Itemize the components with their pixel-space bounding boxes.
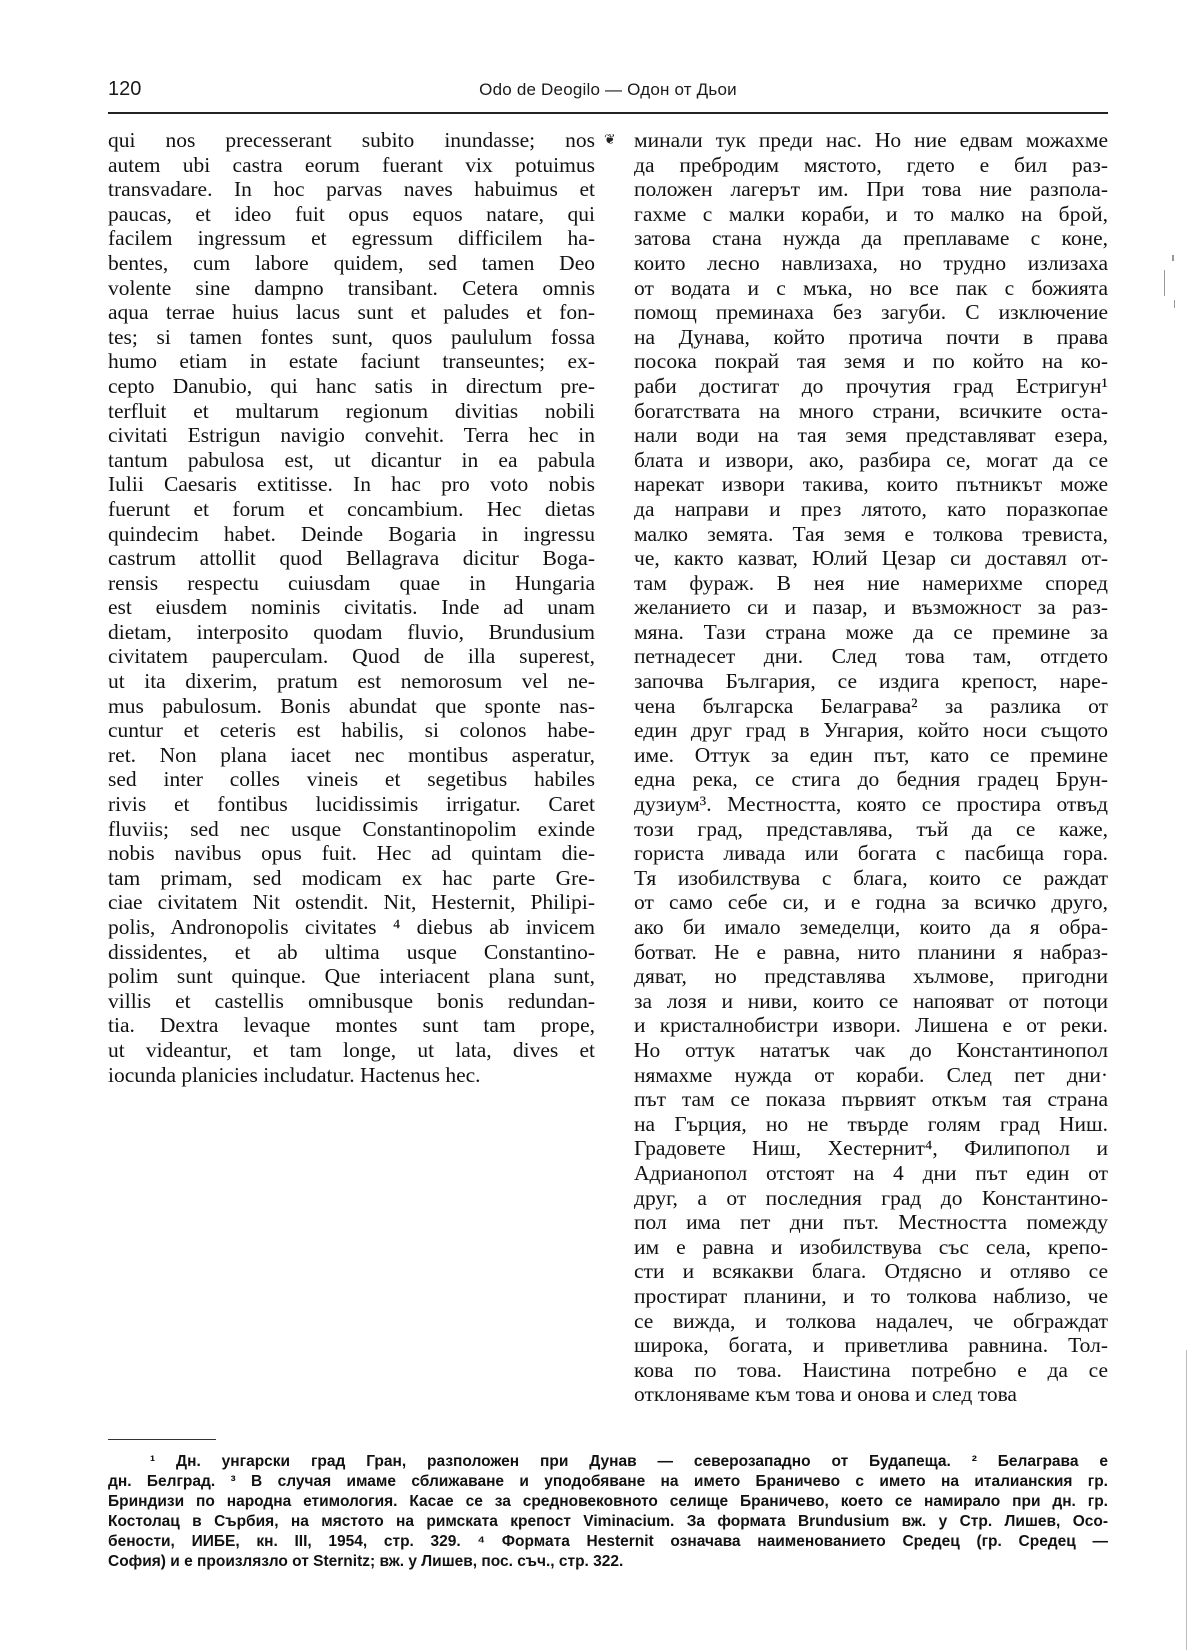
text-line: civitati Estrigun navigio convehit. Terra hec in bbox=[108, 423, 595, 448]
text-line: дяват, но представлява хълмове, пригодни bbox=[634, 964, 1108, 989]
text-line: tantum pabulosa est, ut dicantur in ea pabula bbox=[108, 447, 595, 472]
latin-text-column bbox=[108, 128, 595, 1087]
text-line: tes; si tamen fontes sunt, quos paululum fossa bbox=[108, 324, 595, 349]
text-line: est eiusdem nominis civitatis. Inde ad unam bbox=[108, 595, 595, 620]
text-line: една река, се стига до бедния градец Брун- bbox=[634, 767, 1108, 792]
text-line: humo etiam in estate faciunt transeuntes; ex- bbox=[108, 349, 595, 374]
text-line: простират планини, и то толкова наблизо, че bbox=[634, 1283, 1108, 1308]
text-line: широка, богата, и приветлива равнина. Тол- bbox=[634, 1333, 1108, 1358]
text-line: civitatem pauperculam. Quod de illa superest, bbox=[108, 644, 595, 669]
text-line: се вижда, и толкова надалеч, че обграждат bbox=[634, 1308, 1108, 1333]
text-line: tia. Dextra levaque montes sunt tam prope, bbox=[108, 1013, 595, 1038]
text-line: че, както казват, Юлий Цезар си доставял от- bbox=[634, 546, 1108, 571]
text-line: fuerunt et forum et concambium. Hec dietas bbox=[108, 496, 595, 521]
text-line: София) и е произлязло от Sternitz; вж. у Лишев, пос. съч., стр. 322. bbox=[108, 1553, 624, 1570]
text-line: на Гърция, но не твърде голям град Ниш. bbox=[634, 1111, 1108, 1136]
text-line: един друг град в Унгария, който носи същото bbox=[634, 718, 1108, 743]
text-line: малко земята. Тая земя е толкова тревиста, bbox=[634, 521, 1108, 546]
text-line: там фураж. В нея ние намерихме според bbox=[634, 570, 1108, 595]
text-line: които лесно навлизаха, но трудно излизаха bbox=[634, 250, 1108, 275]
text-line: сти и всякакви блага. Отдясно и отляво се bbox=[634, 1259, 1108, 1284]
text-line: път там се показа първият откъм тая страна bbox=[634, 1087, 1108, 1112]
text-line: qui nos precesserant subito inundasse; nos bbox=[108, 128, 595, 152]
text-line: отклоняваме към това и онова и след това bbox=[634, 1382, 1017, 1407]
bulgarian-translation-column bbox=[634, 128, 1108, 1407]
text-line: нали води на тая земя представляват езера, bbox=[634, 423, 1108, 448]
text-line: от само себе си, и е годна за всичко друго, bbox=[634, 890, 1108, 915]
text-line: петнадесет дни. След това там, отгдето bbox=[634, 644, 1108, 669]
text-line: дн. Белград. ³ В случая имаме сближаване и уподобяване на името Браничево с името на италианския гр. bbox=[108, 1473, 1108, 1490]
text-line: бености, ИИБЕ, кн. III, 1954, стр. 329. ⁴ Формата Hesternit означава наименованието Средец (гр. Средец — bbox=[108, 1533, 1108, 1550]
text-line: ciae civitatem Nit ostendit. Nit, Hesternit, Philipi- bbox=[108, 890, 595, 915]
text-line: и кристалнобистри извори. Лишена е от реки. bbox=[634, 1013, 1108, 1038]
footnote-rule bbox=[108, 1439, 216, 1440]
text-line: bentes, cum labore quidem, sed tamen Deo bbox=[108, 250, 595, 275]
text-line: quindecim habet. Deinde Bogaria in ingressu bbox=[108, 521, 595, 546]
text-line: гахме с малки кораби, и то малко на брой, bbox=[634, 201, 1108, 226]
text-line: ¹ Дн. унгарски град Гран, разположен при Дунав — северозападно от Будапеща. ² Белаграва е bbox=[150, 1453, 1108, 1470]
text-line: Градовете Ниш, Хестернит⁴, Филипопол и bbox=[634, 1136, 1108, 1161]
text-line: пол има пет дни път. Местността помежду bbox=[634, 1210, 1108, 1235]
text-line: polim sunt quinque. Que interiacent plana sunt, bbox=[108, 964, 595, 989]
text-line: нямахме нужда от кораби. След пет дни· bbox=[634, 1062, 1108, 1087]
text-line: Тя изобилствува с блага, които се раждат bbox=[634, 865, 1108, 890]
text-line: tam primam, sed modicam ex hac parte Gre- bbox=[108, 865, 595, 890]
text-line: volente sine dampno transibant. Cetera omnis bbox=[108, 275, 595, 300]
text-line: богатствата на много страни, всичките оста- bbox=[634, 398, 1108, 423]
text-line: dietam, interposito quodam fluvio, Brundusium bbox=[108, 619, 595, 644]
text-line: минали тук преди нас. Но ние едвам можахме bbox=[634, 128, 1108, 152]
text-line: за лозя и ниви, които се напояват от потоци bbox=[634, 988, 1108, 1013]
text-line: paucas, et ideo fuit opus equos natare, qui bbox=[108, 201, 595, 226]
text-line: polis, Andronopolis civitates ⁴ diebus ab invicem bbox=[108, 915, 595, 939]
text-line: мяна. Тази страна може да се премине за bbox=[634, 619, 1108, 644]
text-line: ботват. Не е равна, нито планини я набраз- bbox=[634, 939, 1108, 964]
text-line: да пребродим мястото, гдето е бил раз- bbox=[634, 152, 1108, 177]
text-line: желанието си и пазар, и възможност за раз- bbox=[634, 595, 1108, 620]
text-line: гориста ливада или богата с пасбища гора. bbox=[634, 841, 1108, 866]
text-line: ut videantur, et tam longe, ut lata, dives et bbox=[108, 1037, 595, 1062]
text-line: mus pabulosum. Bonis abundat que sponte nas- bbox=[108, 693, 595, 718]
text-line: кова по това. Наистина потребно е да се bbox=[634, 1357, 1108, 1382]
text-line: на Дунава, който протича почти в права bbox=[634, 324, 1108, 349]
text-line: помощ преминаха без загуби. С изключение bbox=[634, 300, 1108, 325]
text-line: дузиум³. Местността, която се простира отвъд bbox=[634, 792, 1108, 817]
text-line: cuntur et ceteris est habilis, si colonos habe- bbox=[108, 718, 595, 743]
text-line: посока покрай тая земя и по който на ко- bbox=[634, 349, 1108, 374]
running-title: Odo de Deogilo — Одон от Дьои bbox=[479, 80, 737, 99]
text-line: ако би имало земеделци, които да я обра- bbox=[634, 915, 1108, 939]
text-line: aqua terrae huius lacus sunt et paludes et fon- bbox=[108, 300, 595, 325]
text-line: autem ubi castra eorum fuerant vix potuimus bbox=[108, 152, 595, 177]
text-line: rensis respectu cuiusdam quae in Hungaria bbox=[108, 570, 595, 595]
text-line: transvadare. In hoc parvas naves habuimus et bbox=[108, 177, 595, 202]
text-line: раби достигат до прочутия град Естригун¹ bbox=[634, 373, 1108, 398]
footnotes bbox=[108, 1452, 1108, 1572]
header-rule bbox=[108, 112, 1108, 114]
text-line: ret. Non plana iacet nec montibus asperatur, bbox=[108, 742, 595, 767]
text-line: sed inter colles vineis et segetibus habiles bbox=[108, 767, 595, 792]
text-line: fluviis; sed nec usque Constantinopolim exinde bbox=[108, 816, 595, 841]
text-line: име. Оттук за един път, като се премине bbox=[634, 742, 1108, 767]
text-line: Iulii Caesaris extitisse. In hac pro voto nobis bbox=[108, 472, 595, 497]
text-line: Костолац в Сърбия, на мястото на римската крепост Viminacium. За формата Brundusium вж. у Стр. Лишев, Осо- bbox=[108, 1513, 1108, 1530]
text-line: dissidentes, et ab ultima usque Constantino- bbox=[108, 939, 595, 964]
text-line: друг, а от последния град до Константино- bbox=[634, 1185, 1108, 1210]
text-line: от водата и с мъка, но все пак с божията bbox=[634, 275, 1108, 300]
page-number: 120 bbox=[108, 78, 142, 100]
text-line: нарекат извори такива, които пътникът може bbox=[634, 472, 1108, 497]
fleuron-marker-icon: ❦ bbox=[604, 132, 616, 148]
text-line: Бриндизи по народна етимология. Касае се за средновековното селище Браничево, което се намирало при дн. гр. bbox=[108, 1493, 1108, 1510]
text-line: им е равна и изобилствува със села, крепо- bbox=[634, 1234, 1108, 1259]
text-line: Но оттук нататък чак до Константинопол bbox=[634, 1037, 1108, 1062]
text-line: затова стана нужда да преплаваме с коне, bbox=[634, 226, 1108, 251]
text-line: villis et castellis omnibusque bonis redundan- bbox=[108, 988, 595, 1013]
text-line: да направи и през лятото, като поразкопае bbox=[634, 496, 1108, 521]
text-line: castrum attollit quod Bellagrava dicitur Boga- bbox=[108, 546, 595, 571]
text-line: започва България, се издига крепост, наре- bbox=[634, 669, 1108, 694]
text-line: nobis navibus opus fuit. Hec ad quintam die- bbox=[108, 841, 595, 866]
text-line: Адрианопол отстоят на 4 дни път един от bbox=[634, 1160, 1108, 1185]
text-line: чена българска Белаграва² за разлика от bbox=[634, 693, 1108, 718]
scan-edge-marks bbox=[1150, 140, 1190, 1620]
text-line: блата и извори, ако, разбира се, могат да се bbox=[634, 447, 1108, 472]
page-header bbox=[108, 74, 1108, 106]
text-line: iocunda planicies includatur. Hactenus hec. bbox=[108, 1062, 481, 1087]
text-line: facilem ingressum et egressum difficilem ha- bbox=[108, 226, 595, 251]
text-line: cepto Danubio, qui hanc satis in directum pre- bbox=[108, 373, 595, 398]
text-line: terfluit et multarum regionum divitias nobili bbox=[108, 398, 595, 423]
text-line: този град, представлява, тъй да се каже, bbox=[634, 816, 1108, 841]
text-line: ut ita dixerim, pratum est nemorosum vel ne- bbox=[108, 669, 595, 694]
text-line: rivis et fontibus lucidissimis irrigatur. Caret bbox=[108, 792, 595, 817]
text-line: положен лагерът им. При това ние разпола- bbox=[634, 177, 1108, 202]
